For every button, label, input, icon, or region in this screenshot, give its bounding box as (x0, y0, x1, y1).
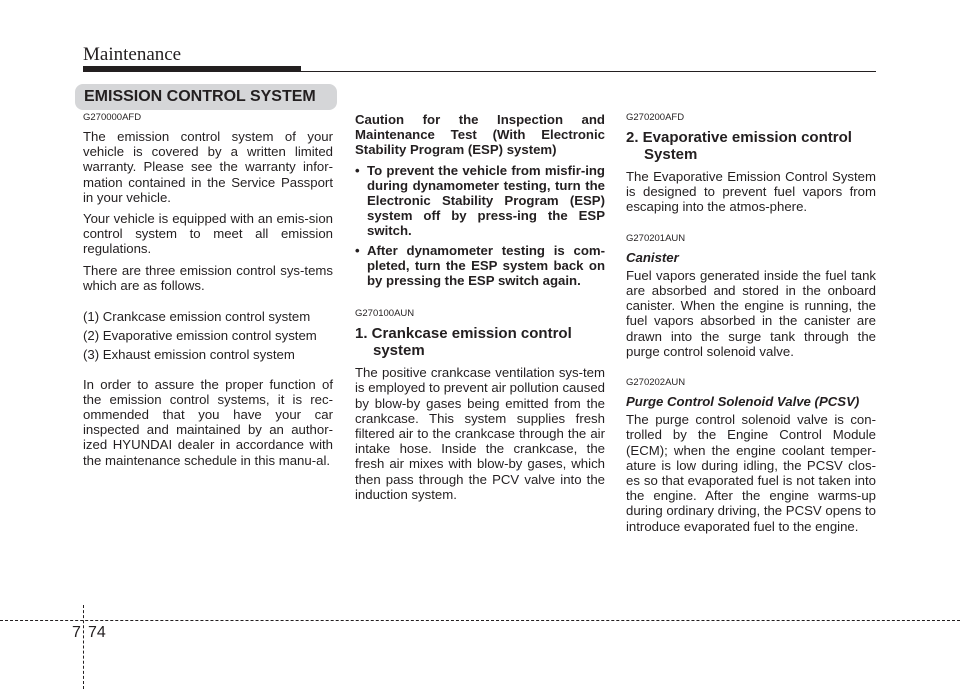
list-item: (2) Evaporative emission control system (83, 328, 317, 344)
bullet-text: To prevent the vehicle from misfir-ing during dynamometer testing, turn the Electronic Stability Program (ESP) system off by press-ing the ESP switch. (367, 162, 605, 239)
list-item: (1) Crankcase emission control system (83, 309, 311, 325)
header-rule-thin (301, 71, 876, 72)
reference-code: G270100AUN (355, 308, 415, 320)
pcsv-title: Purge Control Solenoid Valve (PCSV) (626, 394, 860, 410)
caution-bullet (355, 163, 605, 239)
footer-divider (0, 620, 960, 621)
paragraph: The Evaporative Emission Control System is designed to prevent fuel vapors from escaping into the atmos-phere. (626, 169, 876, 215)
paragraph: There are three emission control sys-tems which are as follows. (83, 262, 333, 293)
reference-code: G270200AFD (626, 112, 685, 123)
caution-title: Caution for the Inspection and Maintenance Test (With Electronic Stability Program (ESP) system) (355, 112, 605, 158)
reference-code: G270000AFD (83, 112, 142, 123)
page-number: 74 (88, 624, 106, 641)
subsection-heading-line2: system (373, 342, 425, 360)
running-header-section: Maintenance (83, 44, 182, 65)
subsection-heading-line2: System (644, 146, 698, 163)
column-1 (83, 112, 333, 474)
list-item: (3) Exhaust emission control system (83, 347, 295, 363)
bullet-mark: • (355, 162, 360, 178)
canister-title: Canister (626, 249, 679, 265)
header-rule-thick (83, 66, 301, 72)
subsection-heading (626, 129, 876, 163)
subsection-heading-line1: 1. Crankcase emission control (355, 325, 572, 343)
paragraph: The purge control solenoid valve is con-trolled by the Engine Control Module (ECM); when the engine coolant temper-ature is low during idling, the PCSV clos-es so that evaporated fuel is not taken into the engine. After the engine warms-up during ordinary driving, the PCSV opens to introduce evaporated fuel to the engine. (626, 412, 876, 534)
paragraph: In order to assure the proper function of the emission control systems, it is rec-ommended that you have your car inspected and maintained by an author-ized HYUNDAI dealer in accordance with the maintenance schedule in this manu-al. (83, 376, 333, 468)
reference-code: G270201AUN (626, 232, 686, 244)
column-2 (355, 112, 605, 508)
subsection-heading (355, 325, 605, 359)
subsection-heading-line1: 2. Evaporative emission control (626, 129, 852, 146)
reference-code: G270202AUN (626, 377, 686, 389)
footer-vertical-divider (83, 605, 84, 689)
section-heading: EMISSION CONTROL SYSTEM (75, 84, 337, 110)
paragraph: Your vehicle is equipped with an emis-sion control system to meet all emission regulations. (83, 211, 333, 257)
paragraph: Fuel vapors generated inside the fuel tank are absorbed and stored in the onboard canister. When the engine is running, the fuel vapors absorbed in the canister are drawn into the surge tank through the purge control solenoid valve. (626, 267, 876, 359)
chapter-number: 7 (72, 624, 81, 641)
paragraph: The emission control system of your vehicle is covered by a written limited warranty. Please see the warranty infor-mation contained in the Service Passport in your vehicle. (83, 129, 333, 205)
bullet-text: After dynamometer testing is com-pleted, turn the ESP system back on by pressing the ESP switch again. (367, 242, 605, 289)
paragraph: The positive crankcase ventilation sys-tem is employed to prevent air pollution caused by blow-by gases being emitted from the crankcase. This system supplies fresh filtered air to the crankcase through the air intake hose. Inside the crankcase, the fresh air mixes with blow-by gases, which then pass through the PCV valve into the induction system. (355, 365, 605, 502)
bullet-mark: • (355, 242, 360, 258)
caution-bullet (355, 243, 605, 289)
column-3 (626, 112, 876, 540)
